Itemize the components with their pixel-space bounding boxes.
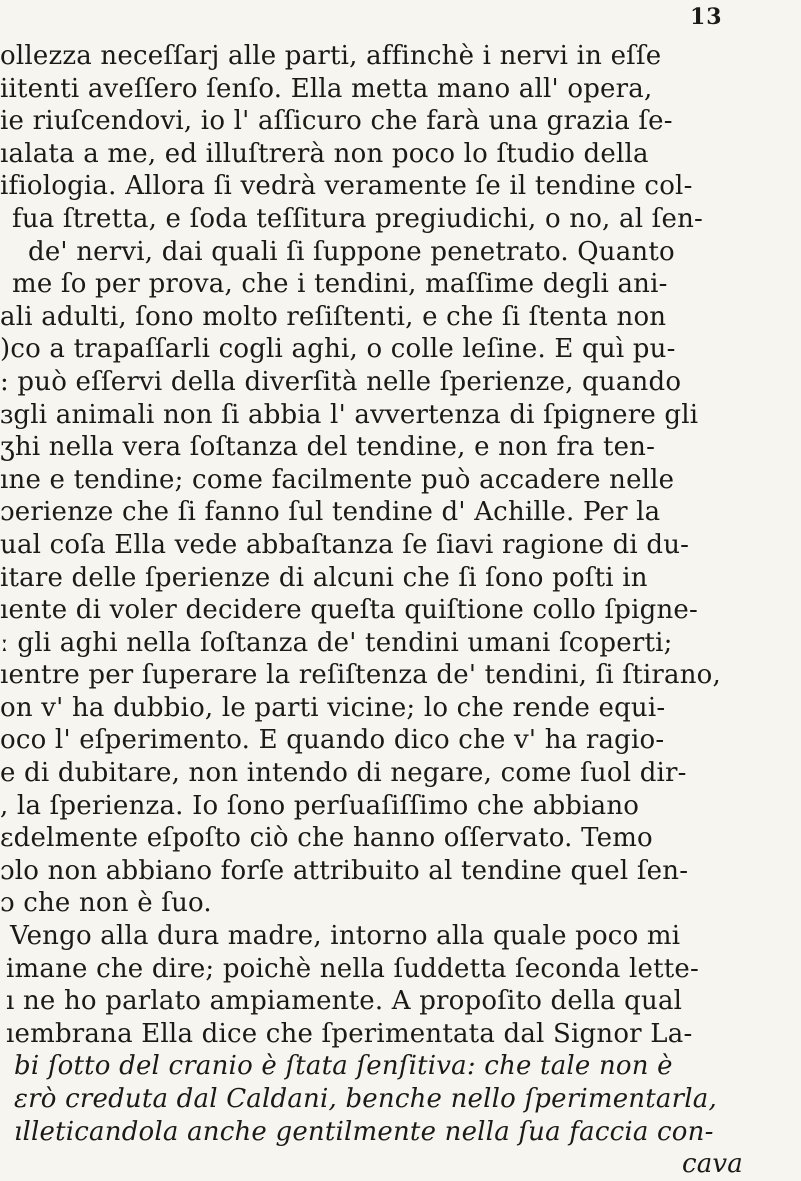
text-line: ie riuſcendovi, io l' aſſicuro che farà una grazia ſe- [0, 106, 673, 137]
text-line: ıalata a me, ed illuſtrerà non poco lo ſtudio della [0, 138, 649, 169]
text-line: ali adulti, ſono molto reſiſtenti, e che ſi ſtenta non [0, 301, 667, 332]
text-line: ɔlo non abbiano forſe attribuito al tendine quel ſen- [0, 855, 689, 886]
text-line: ɔerienze che ſi fanno ſul tendine d' Achille. Per la [0, 497, 661, 528]
text-line: ɜgli animali non ſi abbia l' avvertenza di ſpignere gli [0, 399, 699, 430]
text-line: )co a trapaſſarli cogli aghi, o colle leſine. E quì pu- [0, 334, 676, 365]
text-line: e di dubitare, non intendo di negare, come ſuol dir- [0, 758, 687, 789]
text-line: ː gli aghi nella ſoſtanza de' tendini umani ſcoperti; [0, 627, 673, 658]
text-line: ual coſa Ella vede abbaſtanza ſe ſiavi ragione di du- [0, 529, 690, 560]
text-line: fua ſtretta, e ſoda teſſitura pregiudichi, o no, al ſen- [12, 203, 704, 234]
text-line: ɛdelmente eſpoſto ciò che hanno oſſervato. Temo [0, 823, 653, 854]
page-number: 13 [690, 4, 723, 30]
text-line: ɔ che non è ſuo. [0, 888, 212, 919]
text-line: oco l' eſperimento. E quando dico che v' ha ragio- [0, 725, 665, 756]
text-line: ollezza neceſſarj alle parti, affinchè i nervi in eſſe [0, 41, 662, 71]
text-line: ı ne ho parlato ampiamente. A propoſito della qual [6, 986, 683, 1017]
text-line: ıne e tendine; come facilmente può accadere nelle [0, 464, 675, 495]
text-line: bi ſotto del cranio è ſtata ſenſitiva: che tale non è [14, 1051, 673, 1082]
catchword: cava [681, 1149, 743, 1180]
text-line: me ſo per prova, che i tendini, maſſime degli ani- [12, 269, 668, 300]
text-line: de' nervi, dai quali ſi ſuppone penetrato. Quanto [28, 236, 675, 267]
text-line: on v' ha dubbio, le parti vicine; lo che rende equi- [0, 692, 666, 723]
text-line: ıente di voler decidere queſta quiſtione collo ſpigne- [0, 595, 698, 626]
text-line: iitenti aveſſero ſenſo. Ella metta mano all' opera, [0, 73, 653, 104]
text-line: ıentre per ſuperare la reſiſtenza de' tendini, ſi ſtirano, [0, 660, 721, 691]
text-line: ɛrò creduta dal Caldani, benche nello ſperimentarla, [14, 1084, 717, 1114]
page-body-text [0, 40, 795, 1181]
text-line: : può eſſervi della diverſità nelle ſperienze, quando [0, 366, 682, 397]
text-line: ʒhi nella vera ſoſtanza del tendine, e non fra ten- [0, 432, 656, 463]
text-line: imane che dire; poichè nella ſuddetta ſeconda lette- [6, 953, 699, 984]
text-line: Vengo alla dura madre, intorno alla quale poco mi [10, 921, 681, 952]
text-line: ıembrana Ella dice che ſperimentata dal Signor La- [6, 1018, 693, 1049]
text-line: ifiologia. Allora ſi vedrà veramente ſe il tendine col- [0, 171, 693, 202]
text-line: ılleticandola anche gentilmente nella ſua faccia con- [14, 1116, 714, 1147]
text-line: itare delle ſperienze di alcuni che ſi ſono poſti in [0, 562, 648, 593]
text-line: , la ſperienza. Io ſono perſuaſiſſimo che abbiano [0, 790, 640, 821]
